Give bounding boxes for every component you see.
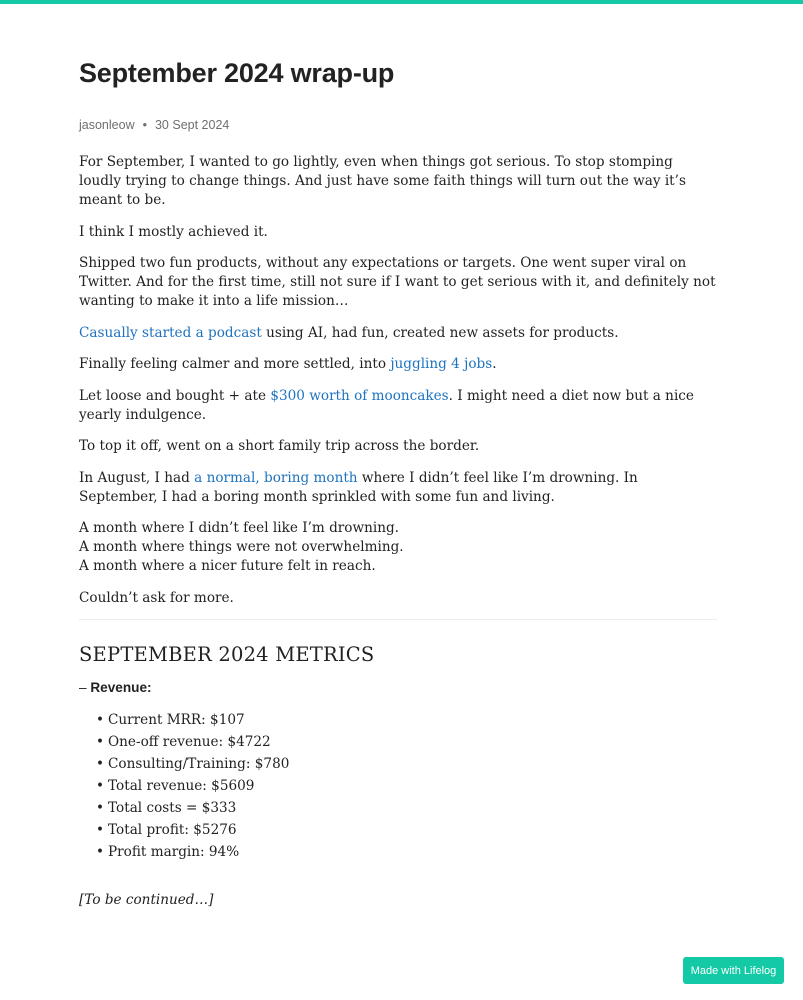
paragraph-text: In August, I had [79,469,195,486]
made-with-lifelog-button[interactable]: Made with Lifelog [683,957,784,984]
juggling-jobs-link[interactable]: juggling 4 jobs [390,356,493,372]
paragraph-text: . [492,356,497,372]
post-title: September 2024 wrap-up [79,58,395,88]
list-item [96,841,289,863]
metric-text: Current MRR: $107 [108,712,245,728]
paragraph: Shipped two fun products, without any expectations or targets. One went super viral on Twitter. And for the first time, still not sure if I want to get serious with it, and definitely not wanting to make it into a life mission… [79,255,716,309]
revenue-heading [79,680,152,695]
top-accent-bar [0,0,803,4]
bullet: • [96,778,105,794]
paragraph-line: A month where things were not overwhelming. [79,539,404,555]
mooncakes-link[interactable]: $300 worth of mooncakes [270,387,449,404]
paragraph-line: A month where a nicer future felt in reach. [79,558,376,574]
paragraph [79,469,717,507]
podcast-link[interactable]: Casually started a podcast [79,324,262,341]
bullet: • [96,822,105,838]
revenue-dash: – [79,680,87,695]
bullet: • [96,844,105,860]
list-item [96,731,289,753]
paragraph-text: Finally feeling calmer and more settled, into [79,356,391,372]
boring-month-link[interactable]: a normal, boring month [194,469,358,486]
paragraph [79,355,717,374]
post-date: 30 Sept 2024 [154,118,230,132]
paragraph: I think I mostly achieved it. [79,223,268,240]
paragraph-text: . I might need a diet now but a nice yearly indulgence. [79,387,694,423]
list-item [96,797,289,819]
metrics-list [96,709,289,863]
list-item [96,753,289,775]
metric-text: Profit margin: 94% [108,844,240,860]
to-be-continued-note: [To be continued…] [79,892,214,908]
paragraph-text: where I didn’t feel like I’m drowning. In September, I had a boring month sprinkled with some fun and living. [79,469,638,505]
meta-separator: • [142,118,147,132]
revenue-label: Revenue: [90,680,152,695]
section-divider [79,619,717,620]
post-body [79,153,717,620]
paragraph-line: A month where I didn’t feel like I’m drowning. [79,520,399,536]
paragraph-text: Let loose and bought + ate [79,387,271,404]
bullet: • [96,800,105,816]
list-item [96,709,289,731]
metric-text: One-off revenue: $4722 [108,734,271,750]
metric-text: Consulting/Training: $780 [108,756,290,772]
paragraph [79,324,717,343]
list-item [96,819,289,841]
paragraph: Couldn’t ask for more. [79,589,234,606]
author-link[interactable]: jasonleow [79,118,135,132]
metric-text: Total revenue: $5609 [108,778,255,794]
paragraph: To top it off, went on a short family trip across the border. [79,438,480,454]
paragraph: For September, I wanted to go lightly, even when things got serious. To stop stomping loudly trying to change things. And just have some faith things will turn out the way it’s meant to be. [79,154,686,208]
paragraph-text: using AI, had fun, created new assets for products. [261,324,619,341]
bullet: • [96,734,105,750]
bullet: • [96,756,105,772]
metric-text: Total profit: $5276 [108,822,237,838]
bullet: • [96,712,105,728]
paragraph [79,387,717,425]
metrics-heading: SEPTEMBER 2024 METRICS [79,643,375,666]
metric-text: Total costs = $333 [108,800,237,816]
post-meta [79,118,229,132]
paragraph [79,519,717,576]
list-item [96,775,289,797]
